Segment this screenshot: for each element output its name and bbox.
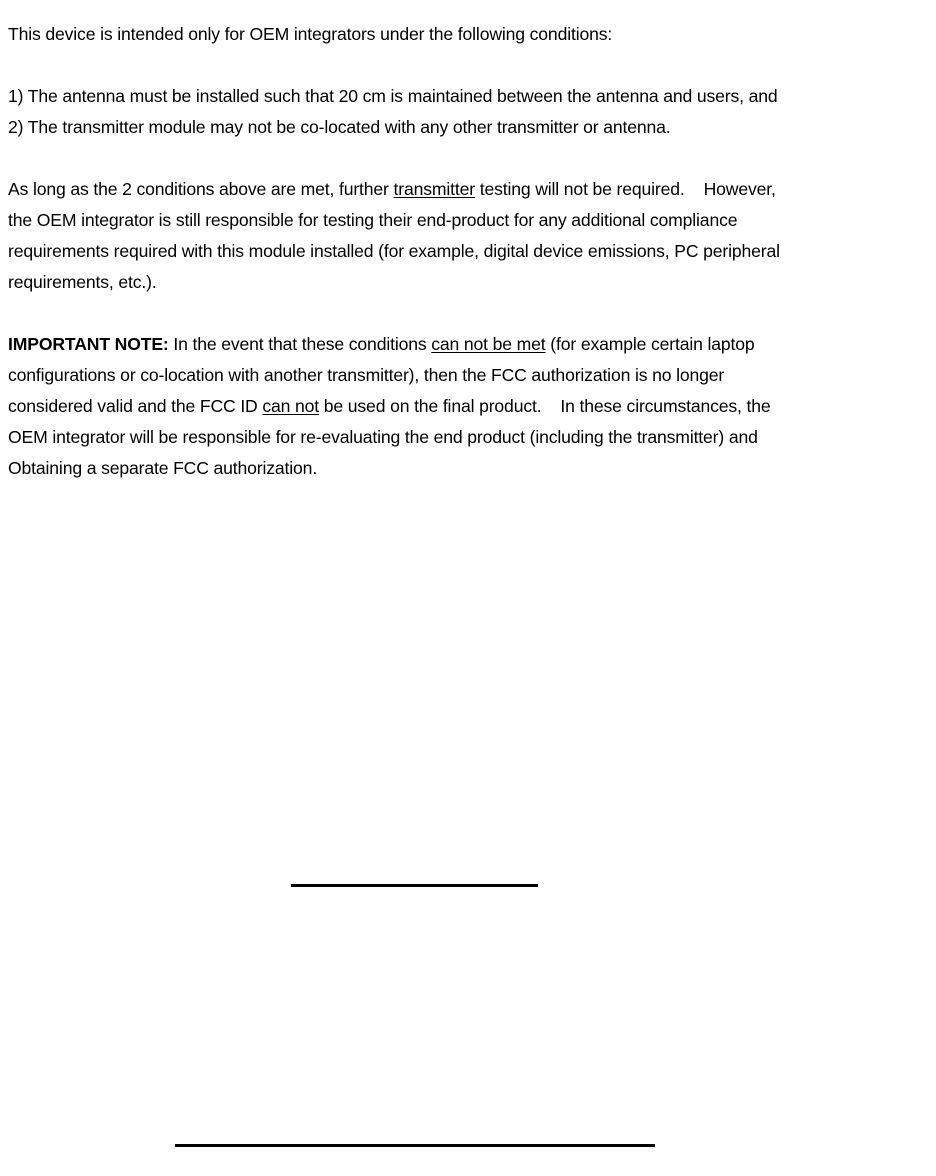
spacer <box>8 298 933 329</box>
underlined-can-not-be-met: can not be met <box>431 334 546 354</box>
condition-1: 1) The antenna must be installed such that 20 cm is maintained between the antenna and users, and <box>8 86 778 106</box>
underlined-can-not: can not <box>262 396 320 416</box>
note-text: (for example certain laptop <box>545 334 755 354</box>
important-note-label: IMPORTANT NOTE: <box>8 334 169 354</box>
note-line-2: configurations or co-location with another transmitter), then the FCC authorization is no longer <box>8 365 725 385</box>
paragraph-2-text: testing will not be required. However, <box>474 179 776 199</box>
document-body <box>8 19 933 484</box>
paragraph-2-line-2: the OEM integrator is still responsible for testing their end-product for any additional compliance <box>8 210 738 230</box>
paragraph-2-line-4: requirements, etc.). <box>8 272 157 292</box>
signature-line-2 <box>175 1144 655 1147</box>
intro-text: This device is intended only for OEM integrators under the following conditions: <box>8 24 613 44</box>
note-line-1 <box>8 329 933 360</box>
underlined-transmitter: transmitter <box>393 179 475 199</box>
note-line-4: OEM integrator will be responsible for re-evaluating the end product (including the transmitter) and <box>8 427 758 447</box>
note-text: considered valid and the FCC ID <box>8 396 263 416</box>
condition-2: 2) The transmitter module may not be co-located with any other transmitter or antenna. <box>8 117 671 137</box>
note-text: be used on the final product. In these circumstances, the <box>319 396 771 416</box>
spacer <box>8 143 933 174</box>
paragraph-2-line-3: requirements required with this module installed (for example, digital device emissions, PC peripheral <box>8 241 780 261</box>
paragraph-2-text: As long as the 2 conditions above are met, further <box>8 179 394 199</box>
note-text: In the event that these conditions <box>168 334 432 354</box>
signature-line-1 <box>291 884 538 887</box>
note-line-5: Obtaining a separate FCC authorization. <box>8 458 318 478</box>
spacer <box>8 50 933 81</box>
note-line-3 <box>8 391 933 422</box>
paragraph-2-line-1 <box>8 174 933 205</box>
